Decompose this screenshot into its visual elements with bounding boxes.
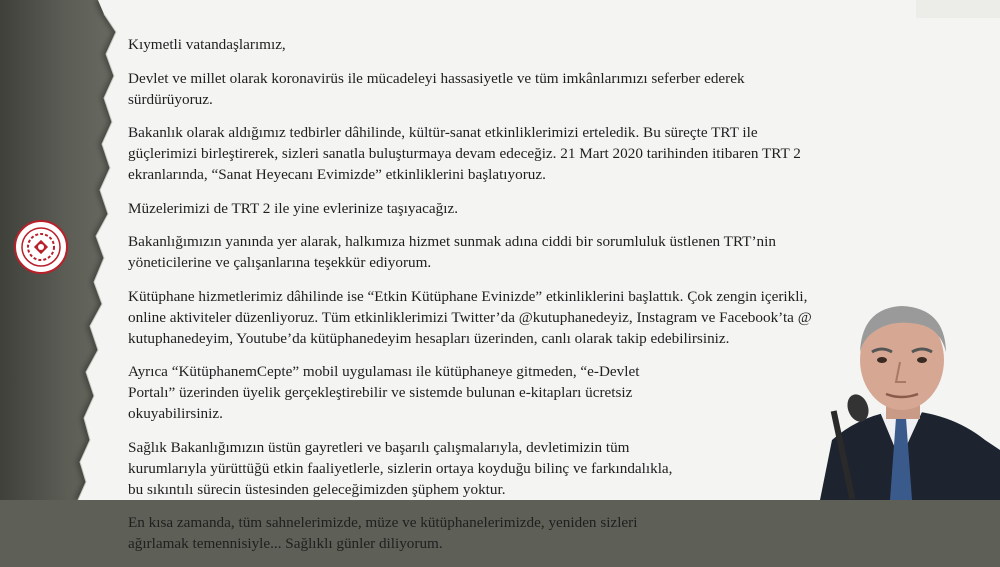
letter-body [128, 34, 828, 567]
ministry-emblem-icon [14, 220, 68, 274]
greeting: Kıymetli vatandaşlarımız, [128, 36, 286, 53]
letter-paragraph: Kütüphane hizmetlerimiz dâhilinde ise “Etkin Kütüphane Evinizde” etkinliklerini başlattık. Çok zengin içerikli, online aktiviteler düzenliyoruz. Tüm etkinliklerimizi Twitter’da @kutuphanedeyiz, Instagram ve Facebook’ta @ kutuphanedeyim, Youtube’da kütüphanedeyim hesapları üzerinden, canlı olarak takip edebilirsiniz. [128, 287, 812, 347]
minister-portrait [800, 290, 1000, 500]
letter-paragraph: Müzelerimizi de TRT 2 ile yine evlerinize taşıyacağız. [128, 199, 458, 217]
letter-paragraph: Devlet ve millet olarak koronavirüs ile mücadeleyi hassasiyetle ve tüm imkânlarımızı seferber ederek sürdürüyoruz. [128, 69, 745, 108]
letter-paragraph: Ayrıca “KütüphanemCepte” mobil uygulaması ile kütüphaneye gitmeden, “e-Devlet Portalı” üzerinden üyelik gerçekleştirebilir ve sistemde bulunan e-kitapları ücretsiz okuyabilirsiniz. [128, 363, 640, 422]
letter-closing: En kısa zamanda, tüm sahnelerimizde, müze ve kütüphanelerimizde, yeniden sizleri ağırlamak temennisiyle... Sağlıklı günler diliyorum. [128, 514, 638, 552]
letter-paragraph: Sağlık Bakanlığımızın üstün gayretleri ve başarılı çalışmalarıyla, devletimizin tüm kurumlarıyla yürüttüğü etkin faaliyetlerle, sizlerin ortaya koyduğu bilinç ve farkındalıkla, bu sıkıntılı sürecin üstesinden geleceğimizden şüphem yoktur. [128, 438, 673, 498]
letter-paragraph: Bakanlığımızın yanında yer alarak, halkımıza hizmet sunmak adına ciddi bir sorumluluk üstlenen TRT’nin yöneticilerine ve çalışanlarına teşekkür ediyorum. [128, 233, 776, 271]
letter-paragraph: Bakanlık olarak aldığımız tedbirler dâhilinde, kültür-sanat etkinliklerimizi erteledik. Bu süreçte TRT ile güçlerimizi birleştirerek, sizleri sanatla buluşturmaya devam edeceğiz. 21 Mart 2020 tarihinden itibaren TRT 2 ekranlarında, “Sanat Heyecanı Evimizde” etkinliklerini başlatıyoruz. [128, 124, 801, 183]
